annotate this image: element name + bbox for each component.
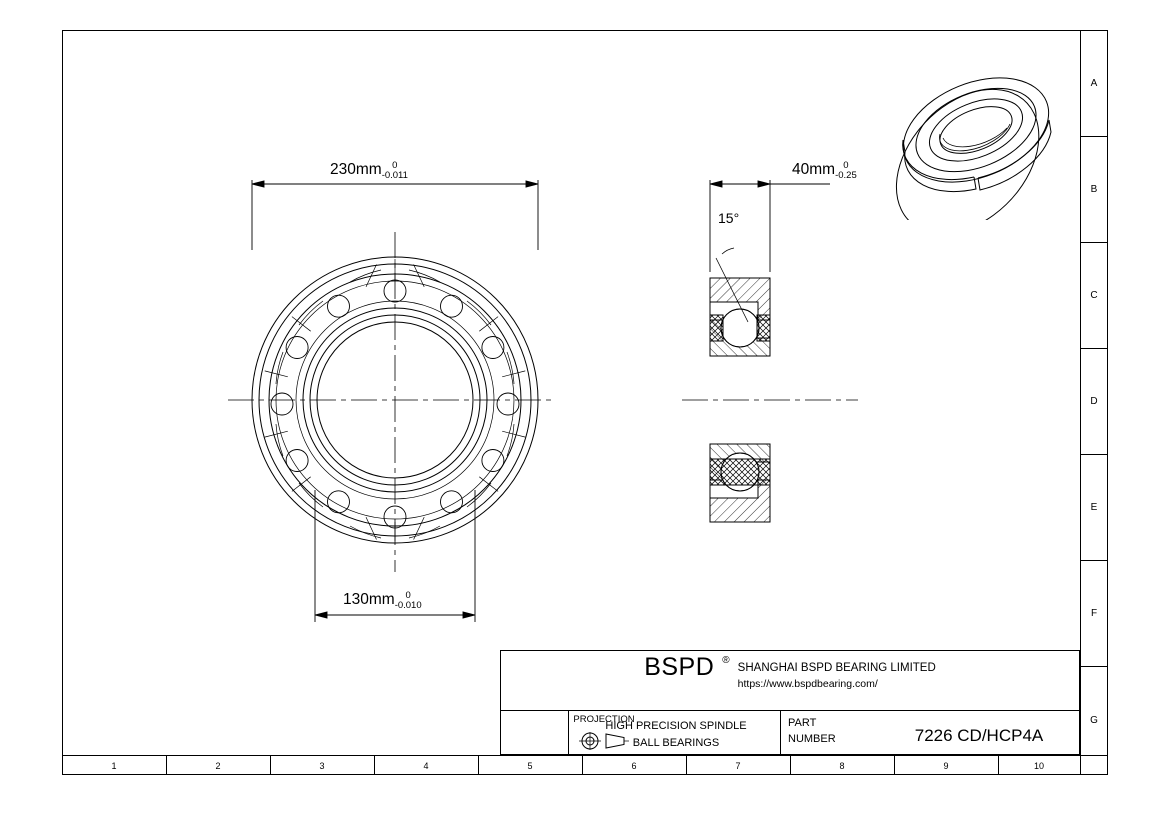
width-tol-lower: -0.25 — [835, 169, 857, 181]
bore-diameter-dimension — [343, 590, 422, 610]
projection-label: PROJECTION — [573, 714, 635, 725]
part-number-label — [788, 716, 836, 748]
width-value: 40mm — [792, 161, 836, 179]
contact-angle-label: 15° — [718, 210, 740, 226]
zone-letter-a: A — [1090, 77, 1098, 89]
bore-diameter-tol-lower: -0.010 — [394, 599, 422, 611]
zone-number-5: 5 — [527, 760, 533, 771]
brand-name: BSPD — [644, 653, 715, 681]
bore-diameter-tol-upper: 0 — [405, 590, 411, 601]
outer-diameter-value: 230mm — [330, 161, 382, 179]
bearing-front-view — [210, 160, 570, 640]
title-block-divider — [500, 710, 1080, 711]
outer-diameter-tol-lower: -0.011 — [381, 169, 408, 181]
title-block-divider-vertical-2 — [780, 710, 781, 755]
zone-number-4: 4 — [423, 760, 429, 771]
width-dimension — [792, 160, 857, 180]
zone-number-2: 2 — [215, 760, 221, 771]
zone-number-1: 1 — [111, 760, 117, 771]
part-number-label-line1: PART — [788, 717, 817, 729]
width-tol-upper: 0 — [843, 160, 849, 171]
zone-number-3: 3 — [319, 760, 325, 771]
zone-number-7: 7 — [735, 760, 741, 771]
part-number-label-line2: NUMBER — [788, 732, 836, 745]
bearing-isometric-view — [890, 60, 1070, 220]
zone-letter-d: D — [1090, 395, 1098, 407]
bearing-cross-section-view — [670, 160, 870, 580]
company-website: https://www.bspdbearing.com/ — [737, 677, 878, 690]
zone-number-10: 10 — [1033, 760, 1044, 771]
brand-block — [500, 655, 1080, 691]
product-description — [574, 718, 778, 751]
part-number-value: 7226 CD/HCP4A — [914, 726, 1044, 745]
company-name: SHANGHAI BSPD BEARING LIMITED — [737, 662, 936, 674]
outer-diameter-tol-upper: 0 — [392, 160, 398, 171]
zone-letter-c: C — [1090, 289, 1098, 301]
bore-diameter-value: 130mm — [343, 591, 395, 609]
product-description-line2: BALL BEARINGS — [632, 736, 720, 749]
zone-number-6: 6 — [631, 760, 637, 771]
zone-letter-b: B — [1090, 183, 1098, 195]
zone-letter-e: E — [1090, 501, 1098, 513]
zone-number-9: 9 — [943, 760, 949, 771]
product-description-line1: HIGH PRECISION SPINDLE — [605, 720, 747, 732]
outer-diameter-dimension — [330, 160, 408, 180]
zone-letter-f: F — [1090, 607, 1098, 619]
title-block-divider-vertical-1 — [568, 710, 569, 755]
registered-trademark-icon: ® — [722, 655, 730, 666]
zone-number-8: 8 — [839, 760, 845, 771]
zone-letter-g: G — [1090, 715, 1098, 726]
